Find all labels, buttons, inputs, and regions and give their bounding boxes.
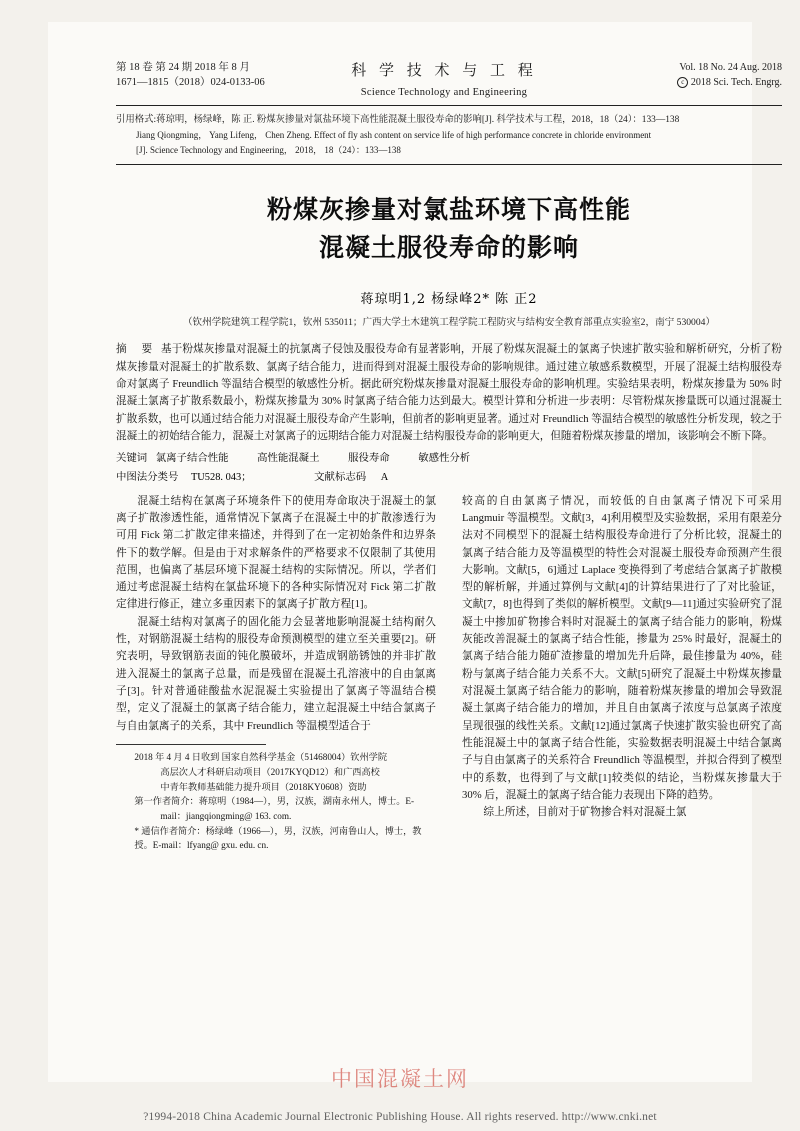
- doc-type-value: A: [380, 471, 389, 483]
- citation-en-line2: [J]. Science Technology and Engineering， 2018， 18（24）：133—138: [136, 144, 401, 155]
- left-column: [116, 493, 436, 854]
- keyword-item: 氯离子结合性能: [155, 452, 229, 464]
- watermark: 中国混凝土网: [331, 1067, 469, 1091]
- copyright-icon: c: [677, 77, 688, 88]
- keyword-item: 高性能混凝土: [257, 452, 320, 464]
- footnote-block: [116, 750, 436, 853]
- journal-header: [116, 60, 782, 100]
- citation-en-line1: Jiang Qiongming， Yang Lifeng， Chen Zheng. Effect of fly ash content on service life of high performance concrete in chloride environment: [136, 130, 652, 141]
- footnote-line: [116, 780, 436, 795]
- journal-title-cn: 科 学 技 术 与 工 程: [351, 61, 537, 79]
- volume-issue-date: 第 18 卷 第 24 期 2018 年 8 月: [116, 62, 250, 73]
- abstract: [116, 341, 782, 445]
- clc-label: 中图法分类号: [116, 471, 179, 483]
- keyword-item: 服役寿命: [348, 452, 390, 464]
- body-columns: [116, 493, 782, 854]
- clc-line: [116, 468, 782, 483]
- body-paragraph: 混凝土结构对氯离子的固化能力会显著地影响混凝土结构耐久性，对钢筋混凝土结构的服役寿命预测模型的建立至关重要[2]。研究表明，导致钢筋表面的钝化膜破坏，并造成钢筋锈蚀的并非扩散进入混凝土的氯离子总量，而是残留在混凝土孔溶液中的自由氯离子[3]。针对普通硅酸盐水泥混凝土实验提出了氯离子等温结合模型，定义了混凝土的氯离子结合能力，建立起混凝土中结合氯离子与自由氯离子的关系，其中 Freundlich 等温模型适合于: [116, 615, 436, 732]
- footnote-line: 授。E-mail：lfyang@ gxu. edu. cn.: [134, 840, 269, 851]
- journal-title-en: Science Technology and Engineering: [360, 86, 528, 98]
- citation-block: [116, 110, 782, 160]
- doc-type-label: 文献标志码: [314, 471, 367, 483]
- footnote-line: [116, 809, 436, 824]
- header-divider: [116, 105, 782, 106]
- page-title: [116, 191, 782, 266]
- body-paragraph: 较高的自由氯离子情况，而较低的自由氯离子情况下可采用 Langmuir 等温模型。文献[3，4]利用模型及实验数据，采用有限差分法对不同模型下的混凝土结构服役寿命进行了分析比较，混凝土的氯离子结合能力及等温模型的特性会对混凝土服役寿命预测产生很大影响。文献[5，6]通过 Laplace 变换得到了考虑结合氯离子扩散模型的解析解，并通过算例与文献[4]的计算结果进行了了对比验证，文献[7，8]也得到了类似的解析模型。文献[9—11]通过实验研究了混凝土中掺加矿物掺合料时对混凝土的氯离子结合能力的影响，粉煤灰能改善混凝土的氯离子结合性能，掺量为 25% 时最好，混凝土的氯离子结合能力随矿渣掺量的增加先升后降，最佳掺量为 40%，硅粉与氯离子结合能力关系不大。文献[5]研究了混凝土中粉煤灰掺量对混凝土氯离子结合能力的影响，随着粉煤灰掺量的增加会导致混凝土氯离子结合能力的增加，并且自由氯离子浓度与总氯离子浓度呈现很强的线性关系。文献[12]通过氯离子快速扩散实验也研究了高性能混凝土中的氯离子结合性能，实验数据表明混凝土中结合氯离子与自由氯离子的关系符合 Freundlich 等温模型，并拟合得到了模型中的系数，也得到了与文献[1]较类似的结论，当粉煤灰掺量大于 30% 后，混凝土的氯离子结合能力表现出下降的趋势。: [462, 494, 782, 802]
- right-column: [462, 493, 782, 854]
- volume-issue-en: Vol. 18 No. 24 Aug. 2018: [679, 62, 782, 73]
- keywords: [116, 449, 782, 464]
- copyright-text: 2018 Sci. Tech. Engrg.: [690, 77, 782, 88]
- footnote-line-text: 高层次人才科研启动项目（2017KYQD12）和广西高校: [160, 766, 380, 777]
- footnote-line: * 通信作者简介：杨绿峰（1966—），男，汉族，河南鲁山人，博士，教: [134, 825, 422, 836]
- footnote-line-text: mail：jiangqiongming@ 163. com.: [160, 810, 292, 821]
- keywords-label: 关键词: [116, 452, 148, 464]
- copyright-line: [592, 75, 782, 90]
- issn-article-number: 1671—1815（2018）024-0133-06: [116, 77, 265, 89]
- footnote-divider: [116, 744, 266, 745]
- title-line-1: 粉煤灰掺量对氯盐环境下高性能: [266, 195, 631, 225]
- author-list: 蒋琼明1,2 杨绿峰2* 陈 正2: [360, 292, 538, 308]
- title-line-2: 混凝土服役寿命的影响: [318, 232, 579, 262]
- affiliation: （钦州学院建筑工程学院1，钦州 535011；广西大学土木建筑工程学院工程防灾与结构安全教育部重点实验室2，南宁 530004）: [182, 317, 716, 329]
- citation-cn: 引用格式:蒋琼明，杨绿峰，陈 正. 粉煤灰掺量对氯盐环境下高性能混凝土服役寿命的影响[J]. 科学技术与工程，2018，18（24）：133—138: [116, 114, 680, 125]
- abstract-label: 摘 要: [116, 344, 159, 356]
- citation-divider: [116, 164, 782, 165]
- header-right: [592, 60, 782, 90]
- header-center: [296, 60, 592, 100]
- footnote-line-text: 中青年教师基础能力提升项目（2018KY0608）资助: [160, 781, 367, 792]
- body-paragraph: 混凝土结构在氯离子环境条件下的使用寿命取决于混凝土的氯离子扩散渗透性能，通常情况下氯离子在混凝土中的扩散渗透行为可用 Fick 第二扩散定律来描述，并得到了在一定初始条件和边界条件下的数学解。但是由于对求解条件的严格要求不仅限制了其使用范围，也偏离了基层环境下混凝土结构的实际情况。所以，学者们通过考虑混凝土结构在氯盐环境下的各种实际情况对 Fick 第二扩散定律进行修正，建立多重因素下的氯离子扩散方程[1]。: [116, 494, 436, 611]
- page-footer: ?1994-2018 China Academic Journal Electronic Publishing House. All rights reserved. http://www.cnki.net: [143, 1111, 657, 1123]
- footnote-line: [116, 765, 436, 780]
- keyword-item: 敏感性分析: [418, 452, 471, 464]
- body-paragraph: 综上所述，目前对于矿物掺合料对混凝土氯: [483, 806, 687, 819]
- clc-value: TU528. 043；: [190, 471, 252, 483]
- header-left: [116, 60, 296, 90]
- footnote-line: 2018 年 4 月 4 日收到 国家自然科学基金（51468004）钦州学院: [134, 752, 388, 763]
- paper-sheet: [48, 22, 782, 1082]
- footnote-line: 第一作者简介：蒋琼明（1984—），男，汉族，湖南永州人，博士。E-: [134, 796, 415, 807]
- abstract-text: 基于粉煤灰掺量对混凝土的抗氯离子侵蚀及服役寿命有显著影响，开展了粉煤灰混凝土的氯离子快速扩散实验和解析研究，分析了粉煤灰掺量对混凝土的扩散系数、氯离子结合能力，进而得到对混凝土服役寿命的影响规律。通过建立敏感系数模型，开展了混凝土结构服役寿命对氯离子 Freundlich 等温结合模型的敏感性分析。据此研究粉煤灰掺量对混凝土服役寿命的影响机理。实验结果表明，粉煤灰掺量为 50% 时混凝土氯离子扩散系数最小，粉煤灰掺量为 30% 时氯离子结合能力达到最大。模型计算和分析进一步表明：尽管粉煤灰掺量既可以通过混凝土扩散系数，也可以通过结合能力对混凝土服役寿命产生影响，但前者的影响更显著。通过对 Freundlich 等温结合模型的敏感性分析发现，较之于混凝土的初始结合能力，混凝土对氯离子的远期结合能力对混凝土结构服役寿命的影响更大，但随着粉煤灰掺量的增加，该影响会不断下降。: [116, 344, 782, 443]
